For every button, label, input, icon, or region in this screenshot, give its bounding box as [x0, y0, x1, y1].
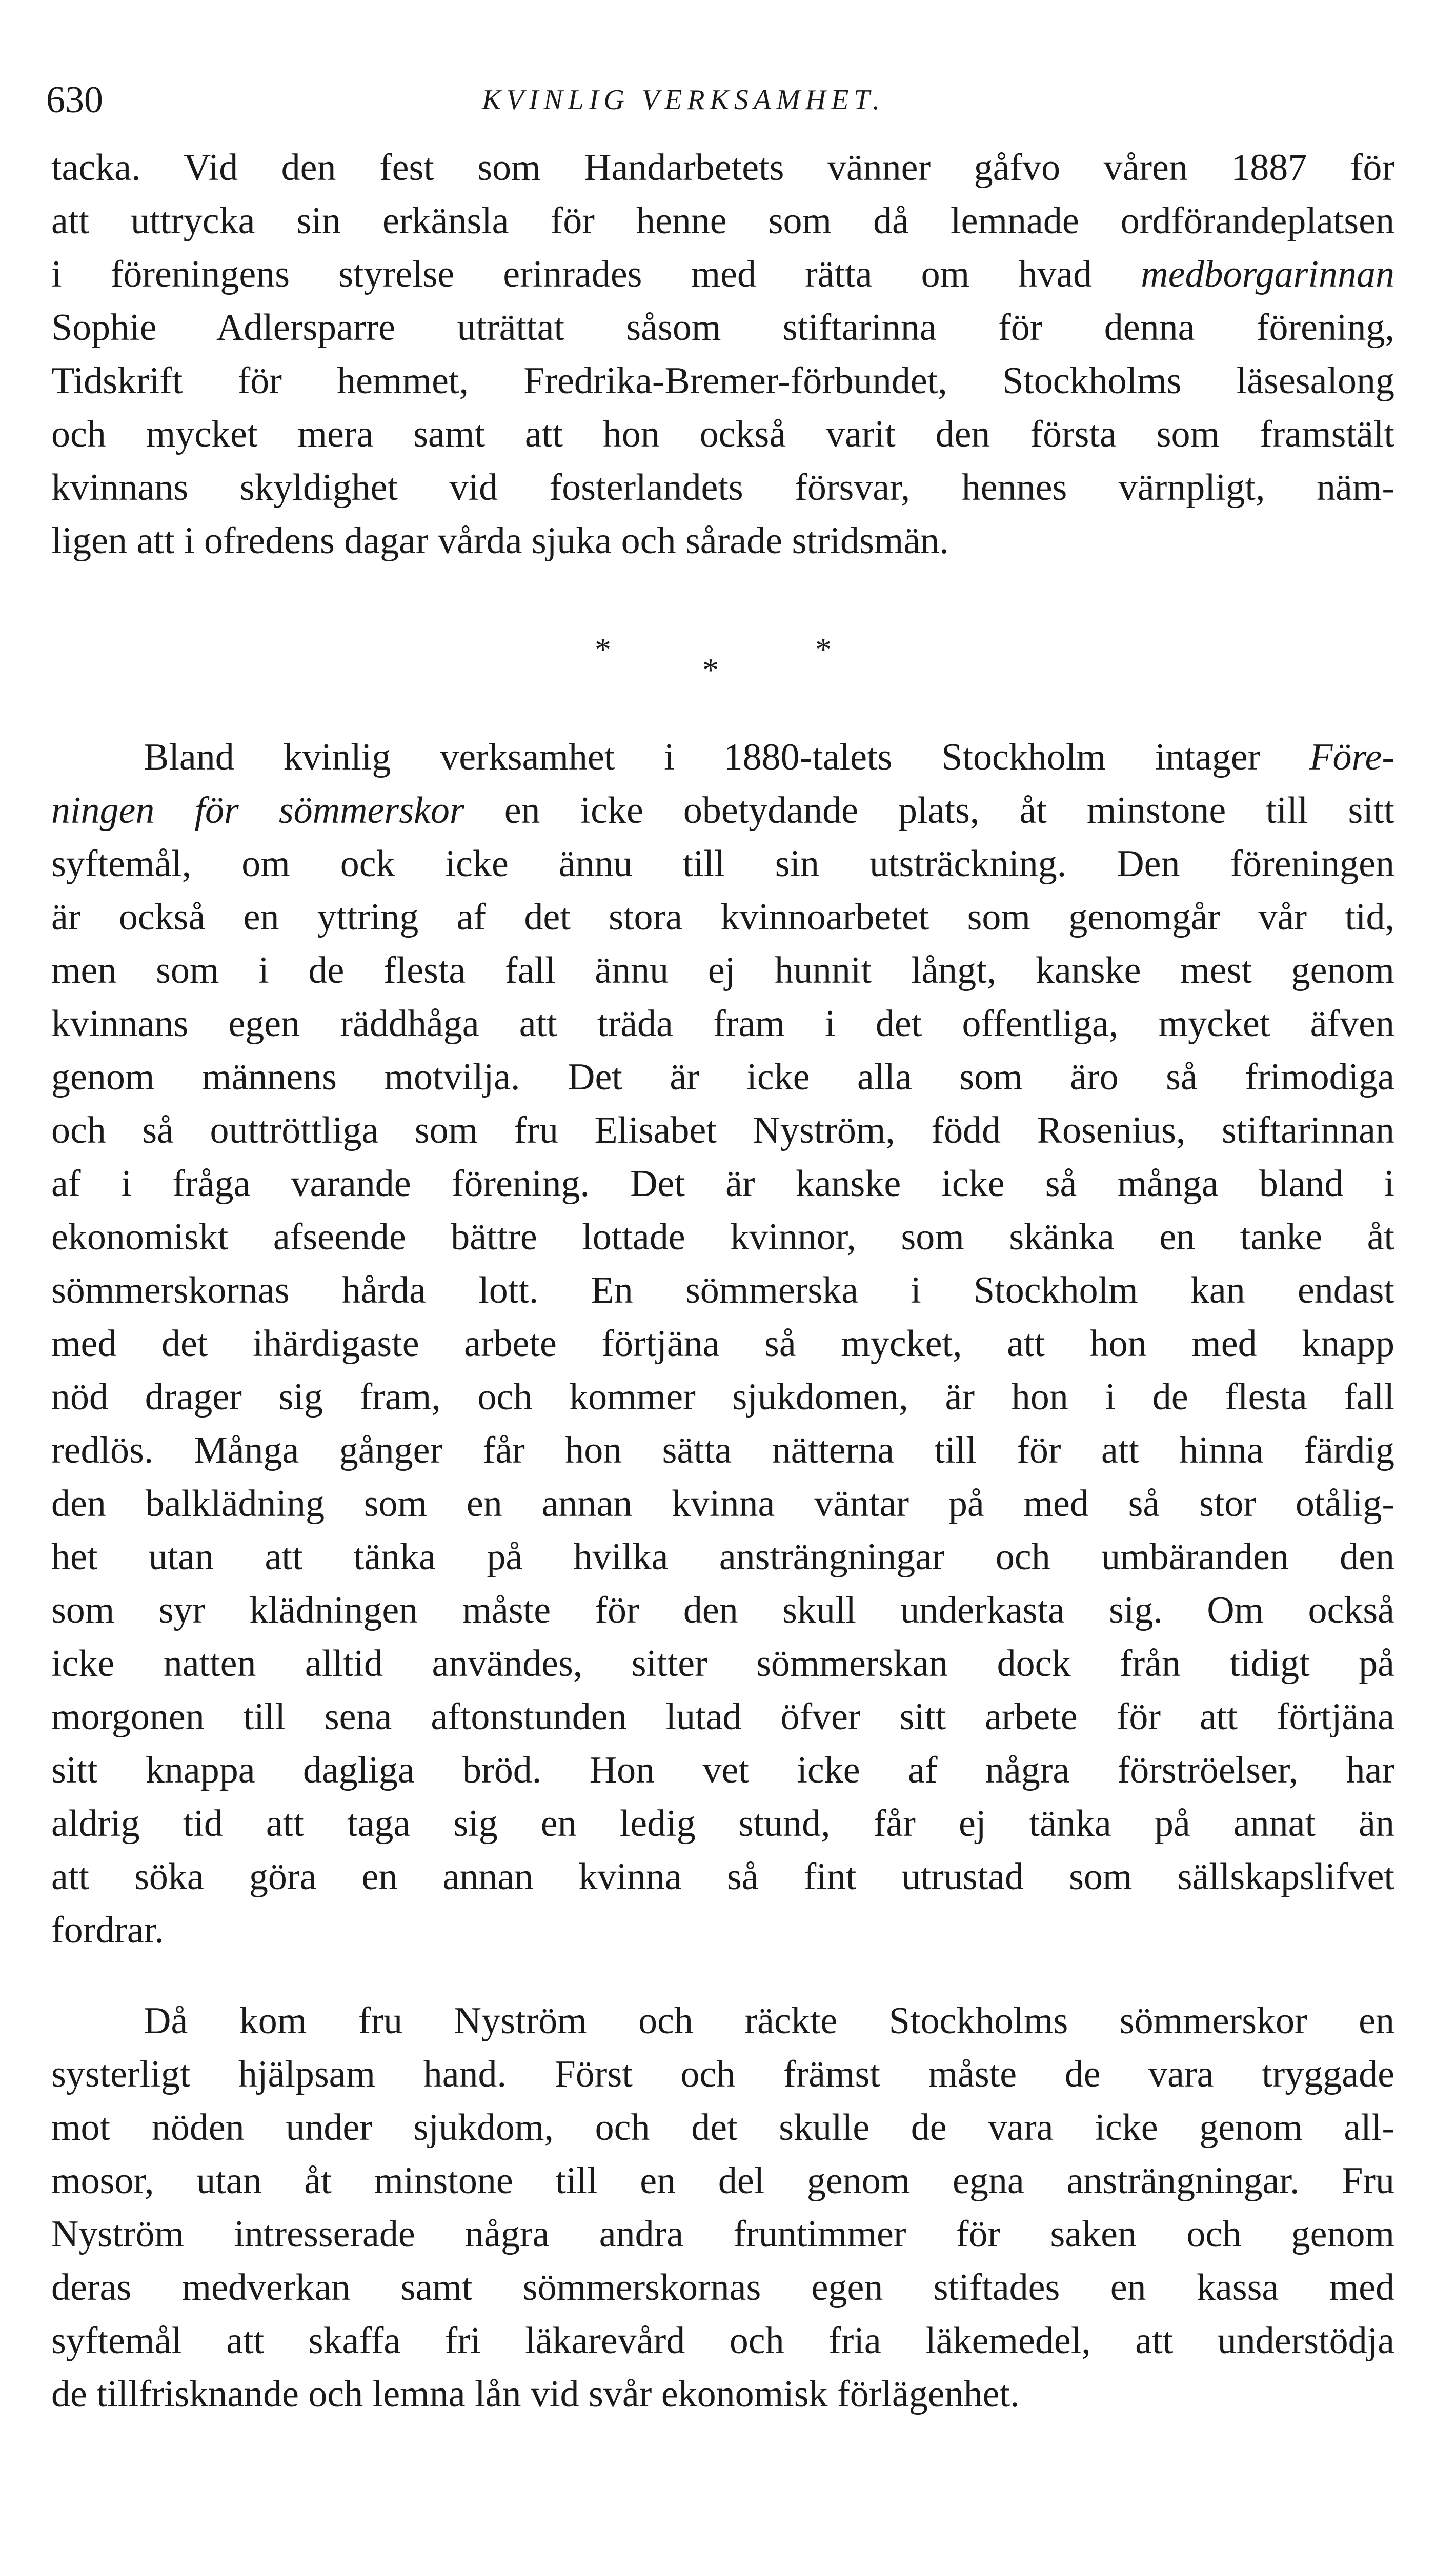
text-line-part: i föreningens styrelse erinrades med rätta om hvad [51, 253, 1141, 295]
text-line: icke natten alltid användes, sitter sömmerskan dock från tidigt på [51, 1643, 1394, 1685]
separator-star: * [595, 631, 611, 667]
text-line: het utan att tänka på hvilka ansträngningar och umbäranden den [51, 1536, 1394, 1578]
separator-star: * [815, 631, 832, 667]
text-line: genom männens motvilja. Det är icke alla som äro så frimodiga [51, 1056, 1394, 1098]
text-line: mot nöden under sjukdom, och det skulle de vara icke genom all- [51, 2107, 1394, 2149]
text-line: och mycket mera samt att hon också varit den första som framstält [51, 413, 1394, 455]
paragraph-3 [51, 1994, 1394, 2421]
text-line: nöd drager sig fram, och kommer sjukdomen, är hon i de flesta fall [51, 1376, 1394, 1418]
text-line: med det ihärdigaste arbete förtjäna så mycket, att hon med knapp [51, 1323, 1394, 1365]
text-line-part: Bland kvinlig verksamhet i 1880-talets Stockholm intager [144, 736, 1310, 778]
paragraph-1 [51, 141, 1394, 568]
text-line: syftemål, om ock icke ännu till sin utsträckning. Den föreningen [51, 843, 1394, 885]
page-header [46, 72, 1410, 128]
text-line: ligen att i ofredens dagar vårda sjuka och sårade stridsmän. [51, 520, 949, 562]
text-line: tacka. Vid den fest som Handarbetets vänner gåfvo våren 1887 för [51, 147, 1394, 189]
running-head: KVINLIG VERKSAMHET. [482, 84, 885, 116]
text-line: men som i de flesta fall ännu ej hunnit långt, kanske mest genom [51, 949, 1394, 991]
text-line [51, 248, 1394, 301]
italic-term: Före- [1309, 736, 1394, 778]
text-line: är också en yttring af det stora kvinnoarbetet som genomgår vår tid, [51, 896, 1394, 938]
section-separator [0, 623, 1456, 690]
text-line: af i fråga varande förening. Det är kanske icke så många bland i [51, 1163, 1394, 1205]
text-line [51, 784, 1394, 837]
text-line: redlös. Många gånger får hon sätta nätterna till för att hinna färdig [51, 1429, 1394, 1471]
separator-star: * [702, 652, 719, 688]
text-line: som syr klädningen måste för den skull underkasta sig. Om också [51, 1589, 1394, 1631]
text-line: att söka göra en annan kvinna så fint utrustad som sällskapslifvet [51, 1856, 1394, 1898]
text-line: syftemål att skaffa fri läkarevård och fria läkemedel, att understödja [51, 2320, 1394, 2362]
text-line: ekonomiskt afseende bättre lottade kvinnor, som skänka en tanke åt [51, 1216, 1394, 1258]
italic-term: ningen för sömmerskor [51, 789, 464, 832]
text-line: aldrig tid att taga sig en ledig stund, får ej tänka på annat än [51, 1803, 1394, 1845]
text-line: och så outtröttliga som fru Elisabet Nyström, född Rosenius, stiftarinnan [51, 1109, 1394, 1151]
text-line-part: en icke obetydande plats, åt minstone till sitt [464, 789, 1394, 832]
italic-term: medborgarinnan [1141, 253, 1394, 295]
text-line: sitt knappa dagliga bröd. Hon vet icke af några förströelser, har [51, 1749, 1394, 1791]
text-line: mosor, utan åt minstone till en del genom egna ansträngningar. Fru [51, 2160, 1394, 2202]
text-line [51, 731, 1394, 784]
text-line: sömmerskornas hårda lott. En sömmerska i Stockholm kan endast [51, 1269, 1394, 1311]
page-number: 630 [46, 79, 103, 121]
text-line: de tillfrisknande och lemna lån vid svår ekonomisk förlägenhet. [51, 2373, 1020, 2415]
text-line: att uttrycka sin erkänsla för henne som då lemnade ordförandeplatsen [51, 200, 1394, 242]
text-line: systerligt hjälpsam hand. Först och främst måste de vara tryggade [51, 2053, 1394, 2095]
text-line: fordrar. [51, 1909, 164, 1951]
text-line: Nyström intresserade några andra fruntimmer för saken och genom [51, 2213, 1394, 2255]
paragraph-2 [51, 731, 1394, 1957]
text-line: Då kom fru Nyström och räckte Stockholms sömmerskor en [144, 2000, 1394, 2042]
text-line: deras medverkan samt sömmerskornas egen stiftades en kassa med [51, 2266, 1394, 2309]
text-line: Sophie Adlersparre uträttat såsom stiftarinna för denna förening, [51, 307, 1394, 349]
text-line: kvinnans egen räddhåga att träda fram i det offentliga, mycket äfven [51, 1003, 1394, 1045]
text-line: morgonen till sena aftonstunden lutad öfver sitt arbete för att förtjäna [51, 1696, 1394, 1738]
text-line: kvinnans skyldighet vid fosterlandets försvar, hennes värnpligt, näm- [51, 467, 1394, 509]
text-line: Tidskrift för hemmet, Fredrika-Bremer-förbundet, Stockholms läsesalong [51, 360, 1394, 402]
text-line: den balklädning som en annan kvinna väntar på med så stor otålig- [51, 1483, 1394, 1525]
